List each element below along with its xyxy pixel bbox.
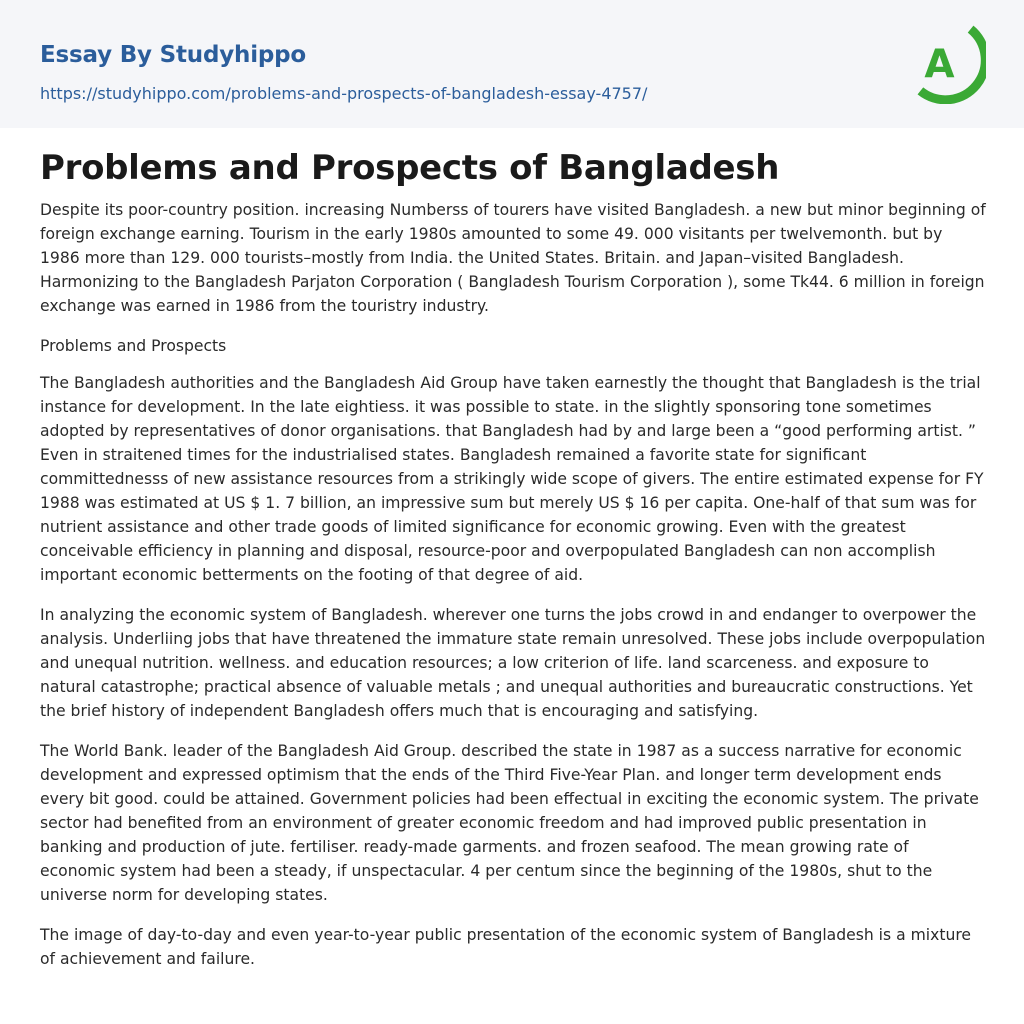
source-url-link[interactable]: https://studyhippo.com/problems-and-prospects-of-bangladesh-essay-4757/ (40, 84, 648, 103)
body-paragraph: The image of day-to-day and even year-to-year public presentation of the economic system of Bangladesh is a mixture of achievement and failure. (40, 926, 972, 968)
body-paragraph: In analyzing the economic system of Bangladesh. wherever one turns the jobs crowd in and endanger to overpower the analysis. Underliing jobs that have threatened the immature state remain unresolved. These jobs include overpopulation and unequal nutrition. wellness. and education resources; a low criterion of life. land scarceness. and exposure to natural catastrophe; practical absence of valuable metals ; and unequal authorities and bureaucratic constructions. Yet the brief history of independent Bangladesh offers much that is encouraging and satisfying. (40, 606, 986, 720)
intro-paragraph: Despite its poor-country position. increasing Numberss of tourers have visited Bangladesh. a new but minor beginning of foreign exchange earning. Tourism in the early 1980s amounted to some 49. 000 visitants per twelvemonth. but by 1986 more than 129. 000 tourists–mostly from India. the United States. Britain. and Japan–visited Bangladesh. Harmonizing to the Bangladesh Parjaton Corporation ( Bangladesh Tourism Corporation ), some Tk44. 6 million in foreign exchange was earned in 1986 from the touristry industry. (40, 201, 986, 315)
body-paragraph: The World Bank. leader of the Bangladesh Aid Group. described the state in 1987 as a success narrative for economic development and expressed optimism that the ends of the Third Five-Year Plan. and longer term development ends every bit good. could be attained. Government policies had been effectual in exciting the economic system. The private sector had benefited from an environment of greater economic freedom and had improved public presentation in banking and production of jute. fertiliser. ready-made garments. and frozen seafood. The mean growing rate of economic system had been a steady, if unspectacular. 4 per centum since the beginning of the 1980s, shut to the universe norm for developing states. (40, 742, 979, 904)
svg-text:A: A (924, 42, 955, 87)
site-header (0, 0, 1024, 128)
site-brand[interactable]: Essay By Studyhippo (40, 42, 307, 68)
studyhippo-logo-icon[interactable] (912, 18, 986, 104)
page-title: Problems and Prospects of Bangladesh (40, 148, 780, 188)
body-paragraph: The Bangladesh authorities and the Bangladesh Aid Group have taken earnestly the thought that Bangladesh is the trial instance for development. In the late eightiess. it was possible to state. in the slightly sponsoring tone sometimes adopted by representatives of donor organisations. that Bangladesh had by and large been a “good performing artist. ” Even in straitened times for the industrialised states. Bangladesh remained a favorite state for significant committednesss of new assistance resources from a strikingly wide scope of givers. The entire estimated expense for FY 1988 was estimated at US $ 1. 7 billion, an impressive sum but merely US $ 16 per capita. One-half of that sum was for nutrient assistance and other trade goods of limited significance for economic growing. Even with the greatest conceivable efficiency in planning and disposal, resource-poor and overpopulated Bangladesh can non accomplish important economic betterments on the footing of that degree of aid. (40, 374, 984, 584)
section-subheading: Problems and Prospects (40, 337, 227, 355)
article (40, 146, 986, 987)
